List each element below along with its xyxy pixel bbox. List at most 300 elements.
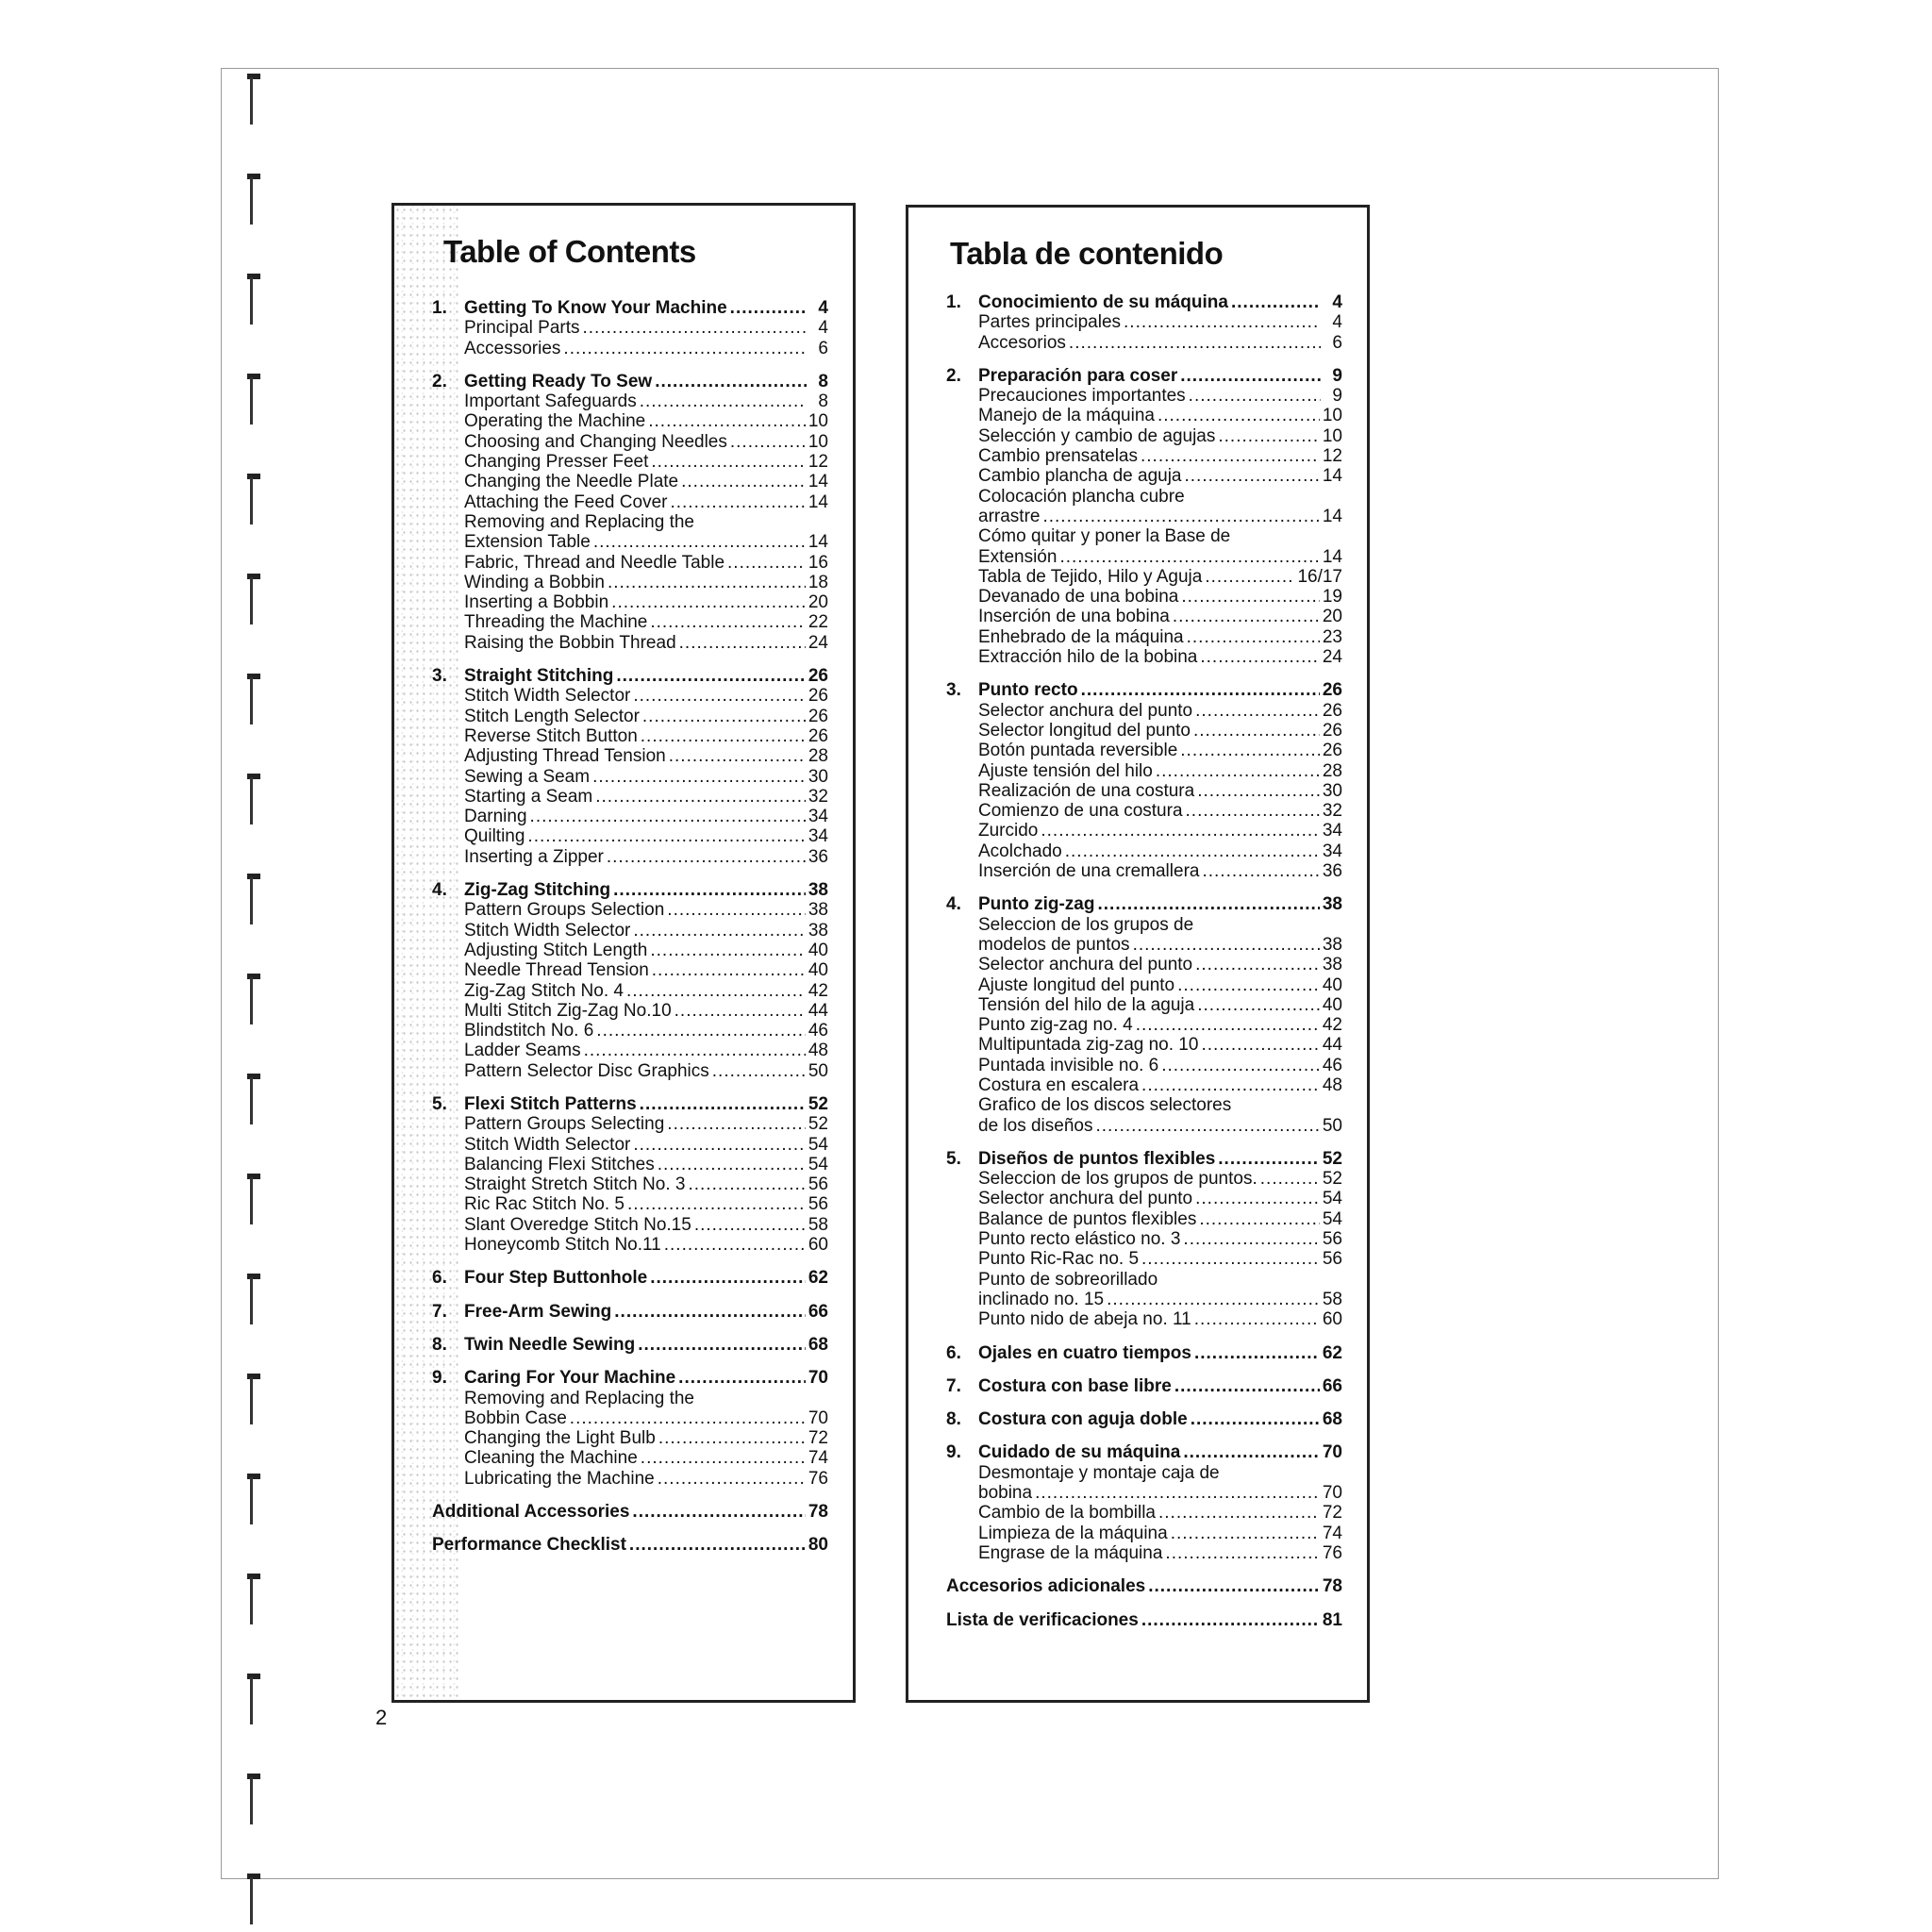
toc-subentry bbox=[432, 553, 828, 573]
toc-entry-label: Choosing and Changing Needles bbox=[464, 431, 727, 452]
toc-entry-label: Inserción de una bobina bbox=[978, 607, 1170, 627]
dot-leader bbox=[633, 686, 806, 706]
toc-entry-label: Accessories bbox=[464, 338, 561, 358]
toc-entry-label: Selector anchura del punto bbox=[978, 700, 1193, 721]
toc-entry-page: 26 bbox=[1322, 741, 1342, 761]
toc-entry-label: Twin Needle Sewing bbox=[464, 1334, 636, 1355]
toc-entry-number: 4. bbox=[432, 880, 447, 901]
toc-entry-label: Threading the Machine bbox=[464, 612, 648, 633]
toc-entry-label: Cambio prensatelas bbox=[978, 446, 1138, 467]
toc-entry-page: 56 bbox=[808, 1194, 828, 1215]
dot-leader bbox=[1158, 406, 1320, 425]
toc-entry-label: arrastre bbox=[978, 506, 1041, 526]
toc-entry-page: 58 bbox=[1322, 1289, 1342, 1309]
toc-entry-page: 42 bbox=[1322, 1015, 1342, 1036]
dot-leader bbox=[629, 1535, 806, 1555]
toc-entry-label: Ajuste longitud del punto bbox=[978, 974, 1175, 995]
dot-leader bbox=[1180, 366, 1321, 386]
toc-subentry bbox=[946, 841, 1342, 861]
toc-subentry bbox=[432, 900, 828, 920]
toc-entry-page: 34 bbox=[1322, 841, 1342, 861]
dot-leader bbox=[730, 298, 807, 318]
dot-leader bbox=[667, 1114, 806, 1134]
toc-entry bbox=[946, 1409, 1342, 1429]
toc-entry-page: 70 bbox=[1322, 1483, 1342, 1504]
dot-leader bbox=[530, 807, 806, 826]
toc-subentry bbox=[946, 915, 1342, 935]
dot-leader bbox=[638, 1335, 806, 1355]
toc-subentry bbox=[432, 746, 828, 766]
toc-subentry bbox=[946, 821, 1342, 841]
binding-ring bbox=[247, 1174, 260, 1226]
dot-leader bbox=[1059, 547, 1319, 567]
toc-entry bbox=[946, 894, 1342, 914]
toc-entry-number: 8. bbox=[946, 1409, 961, 1430]
toc-entry-label: Fabric, Thread and Needle Table bbox=[464, 552, 725, 573]
toc-entry-label: Getting To Know Your Machine bbox=[464, 298, 727, 318]
toc-entry-label: Puntada invisible no. 6 bbox=[978, 1055, 1159, 1075]
toc-entry-label: Costura con aguja doble bbox=[978, 1409, 1188, 1430]
dot-leader bbox=[664, 1235, 806, 1255]
toc-entry-page: 68 bbox=[808, 1334, 828, 1355]
toc-entry-page: 19 bbox=[1322, 587, 1342, 608]
dot-leader bbox=[1141, 1610, 1320, 1630]
toc-entry-page: 32 bbox=[1322, 801, 1342, 822]
toc-subentry bbox=[946, 587, 1342, 607]
toc-subentry bbox=[946, 406, 1342, 425]
dot-leader bbox=[632, 1502, 805, 1522]
binding-ring bbox=[247, 274, 260, 326]
dot-leader bbox=[1035, 1483, 1320, 1503]
toc-entry-label: Partes principales bbox=[978, 312, 1122, 333]
toc-entry-page: 66 bbox=[1322, 1375, 1342, 1396]
dot-leader bbox=[1124, 312, 1321, 332]
toc-subentry bbox=[946, 607, 1342, 626]
toc-subentry bbox=[432, 807, 828, 826]
toc-entry-page: 10 bbox=[808, 431, 828, 452]
toc-entry-page: 14 bbox=[808, 472, 828, 492]
dot-leader bbox=[611, 592, 806, 612]
toc-entry-page: 76 bbox=[1322, 1542, 1342, 1563]
toc-entry-label: de los diseños bbox=[978, 1115, 1093, 1136]
toc-subentry bbox=[946, 526, 1342, 546]
toc-entry-page: 40 bbox=[1322, 974, 1342, 995]
toc-entry-label: Manejo de la máquina bbox=[978, 406, 1155, 426]
toc-subentry bbox=[946, 333, 1342, 353]
toc-subentry bbox=[432, 1155, 828, 1174]
dot-leader bbox=[1186, 801, 1320, 821]
toc-subentry bbox=[432, 726, 828, 746]
toc-entry bbox=[946, 1149, 1342, 1169]
dot-leader bbox=[570, 1408, 806, 1428]
toc-entry-page: 50 bbox=[1322, 1115, 1342, 1136]
toc-entry-page: 12 bbox=[1322, 446, 1342, 467]
toc-entry-page: 28 bbox=[1322, 760, 1342, 781]
dot-leader bbox=[1197, 781, 1320, 801]
toc-entry-label: Conocimiento de su máquina bbox=[978, 292, 1228, 312]
page-number: 2 bbox=[375, 1706, 388, 1729]
dot-leader bbox=[584, 1041, 806, 1060]
toc-entry-page: 8 bbox=[818, 371, 828, 391]
toc-subentry bbox=[432, 592, 828, 612]
toc-entry-label: Cuidado de su máquina bbox=[978, 1442, 1181, 1463]
toc-entry-label: Zig-Zag Stitching bbox=[464, 880, 611, 901]
dot-leader bbox=[694, 1215, 806, 1235]
toc-entry-page: 16/17 bbox=[1297, 566, 1342, 587]
toc-entry bbox=[432, 298, 828, 318]
toc-subentry bbox=[432, 1001, 828, 1021]
toc-entry-page: 26 bbox=[1322, 700, 1342, 721]
binding-ring bbox=[247, 1274, 260, 1326]
toc-entry-label: Stitch Width Selector bbox=[464, 1134, 631, 1155]
toc-entry-page: 50 bbox=[808, 1060, 828, 1081]
dot-leader bbox=[652, 960, 806, 980]
toc-subentry bbox=[432, 1408, 828, 1428]
toc-entry-page: 46 bbox=[808, 1021, 828, 1041]
toc-entry-number: 5. bbox=[946, 1148, 961, 1169]
binding-ring bbox=[247, 1374, 260, 1426]
toc-subentry bbox=[432, 612, 828, 632]
toc-entry-number: 7. bbox=[432, 1301, 447, 1322]
toc-entry-page: 26 bbox=[808, 725, 828, 746]
toc-subentry bbox=[946, 1035, 1342, 1055]
dot-leader bbox=[658, 1428, 806, 1448]
toc-entry-page: 6 bbox=[818, 338, 828, 358]
toc-subentry bbox=[432, 921, 828, 941]
toc-entry-label: Desmontaje y montaje caja de bbox=[978, 1462, 1220, 1483]
toc-entry-label: Blindstitch No. 6 bbox=[464, 1021, 594, 1041]
toc-entry-label: Ojales en cuatro tiempos bbox=[978, 1342, 1191, 1363]
toc-subentry bbox=[432, 633, 828, 653]
toc-entry-page: 4 bbox=[818, 298, 828, 318]
toc-subentry bbox=[432, 941, 828, 960]
toc-entry-label: Stitch Length Selector bbox=[464, 706, 640, 726]
toc-subentry bbox=[946, 995, 1342, 1015]
dot-leader bbox=[1218, 1149, 1320, 1169]
toc-entry-label: modelos de puntos bbox=[978, 934, 1130, 955]
binding-ring bbox=[247, 1774, 260, 1826]
toc-entry-page: 56 bbox=[1322, 1229, 1342, 1250]
toc-entry-label: Quilting bbox=[464, 826, 525, 847]
toc-entry-page: 26 bbox=[1322, 680, 1342, 701]
toc-entry-page: 54 bbox=[1322, 1208, 1342, 1229]
toc-entry-page: 70 bbox=[808, 1407, 828, 1428]
toc-entry bbox=[946, 1343, 1342, 1363]
toc-entry-label: Operating the Machine bbox=[464, 411, 646, 432]
toc-entry-page: 26 bbox=[808, 686, 828, 707]
toc-subentry bbox=[946, 801, 1342, 821]
toc-entry-label: Selector longitud del punto bbox=[978, 720, 1191, 741]
toc-entry-page: 8 bbox=[818, 391, 828, 412]
dot-leader bbox=[1199, 1209, 1320, 1229]
toc-entry-page: 34 bbox=[808, 807, 828, 827]
dot-leader bbox=[688, 1174, 805, 1194]
toc-entry-label: Cambio de la bombilla bbox=[978, 1503, 1156, 1524]
dot-leader bbox=[1095, 1116, 1319, 1136]
toc-entry-page: 68 bbox=[1322, 1409, 1342, 1430]
dot-leader bbox=[1065, 841, 1320, 861]
toc-subentry bbox=[946, 1169, 1342, 1189]
dot-leader bbox=[563, 339, 807, 358]
toc-entry bbox=[946, 1610, 1342, 1630]
toc-entry-page: 10 bbox=[1322, 406, 1342, 426]
toc-entry-page: 38 bbox=[808, 880, 828, 901]
toc-entry-label: Adjusting Thread Tension bbox=[464, 746, 666, 767]
dot-leader bbox=[640, 1094, 806, 1114]
toc-entry-number: 3. bbox=[432, 666, 447, 687]
toc-entry-page: 9 bbox=[1332, 365, 1342, 386]
toc-entry-label: Botón puntada reversible bbox=[978, 741, 1178, 761]
dot-leader bbox=[658, 1155, 806, 1174]
toc-entry-page: 12 bbox=[808, 452, 828, 473]
toc-subentry bbox=[432, 391, 828, 411]
dot-leader bbox=[1173, 607, 1320, 626]
dot-leader bbox=[1205, 567, 1294, 587]
toc-entry-page: 10 bbox=[1322, 425, 1342, 446]
dot-leader bbox=[1148, 1576, 1320, 1596]
toc-entry bbox=[432, 1335, 828, 1355]
toc-entry-page: 52 bbox=[808, 1114, 828, 1135]
dot-leader bbox=[650, 1268, 806, 1288]
toc-subentry bbox=[946, 1503, 1342, 1523]
toc-entry-label: Cambio plancha de aguja bbox=[978, 466, 1182, 487]
toc-entry-page: 26 bbox=[1322, 720, 1342, 741]
toc-entry bbox=[946, 1576, 1342, 1596]
toc-entry-label: Engrase de la máquina bbox=[978, 1542, 1163, 1563]
dot-leader bbox=[1174, 1376, 1320, 1396]
toc-entry-label: Adjusting Stitch Length bbox=[464, 940, 648, 960]
toc-subentry bbox=[946, 507, 1342, 526]
toc-subentry bbox=[946, 1249, 1342, 1269]
dot-leader bbox=[667, 900, 806, 920]
toc-subentry bbox=[946, 1116, 1342, 1136]
toc-entry-page: 76 bbox=[808, 1468, 828, 1489]
dot-leader bbox=[730, 432, 806, 452]
toc-entry-page: 38 bbox=[808, 900, 828, 921]
toc-entry-label: Pattern Groups Selecting bbox=[464, 1114, 665, 1135]
binding-ring bbox=[247, 874, 260, 926]
dot-leader bbox=[650, 941, 806, 960]
toc-entry-label: Honeycomb Stitch No.11 bbox=[464, 1235, 661, 1256]
dot-leader bbox=[608, 573, 806, 592]
dot-leader bbox=[641, 726, 806, 746]
toc-entry bbox=[946, 292, 1342, 312]
toc-subentry bbox=[432, 1114, 828, 1134]
toc-entry-label: Stitch Width Selector bbox=[464, 920, 631, 941]
toc-list-spanish bbox=[946, 292, 1342, 1630]
binding-ring bbox=[247, 774, 260, 826]
dot-leader bbox=[527, 826, 805, 846]
toc-subentry bbox=[946, 1209, 1342, 1229]
toc-entry-page: 48 bbox=[1322, 1074, 1342, 1095]
toc-entry-page: 36 bbox=[1322, 861, 1342, 882]
toc-entry-label: Punto recto bbox=[978, 680, 1078, 701]
toc-entry-page: 4 bbox=[1332, 312, 1342, 333]
toc-entry-page: 10 bbox=[808, 411, 828, 432]
dot-leader bbox=[650, 612, 806, 632]
toc-entry-label: Balance de puntos flexibles bbox=[978, 1208, 1197, 1229]
toc-entry-page: 14 bbox=[1322, 506, 1342, 526]
toc-subentry bbox=[946, 1095, 1342, 1115]
toc-subentry bbox=[946, 1309, 1342, 1329]
toc-entry-page: 66 bbox=[808, 1301, 828, 1322]
toc-subentry bbox=[946, 627, 1342, 647]
toc-entry-page: 78 bbox=[1322, 1576, 1342, 1597]
toc-entry-label: Bobbin Case bbox=[464, 1407, 567, 1428]
toc-entry-page: 40 bbox=[808, 960, 828, 981]
toc-entry-page: 40 bbox=[1322, 994, 1342, 1015]
dot-leader bbox=[641, 1448, 806, 1468]
toc-entry-label: Straight Stitching bbox=[464, 666, 614, 687]
toc-entry bbox=[432, 372, 828, 391]
dot-leader bbox=[614, 1302, 806, 1322]
toc-entry-label: Punto de sobreorillado bbox=[978, 1269, 1158, 1290]
toc-list-english bbox=[432, 298, 828, 1556]
dot-leader bbox=[592, 767, 806, 787]
toc-entry-page: 14 bbox=[1322, 466, 1342, 487]
toc-entry-page: 62 bbox=[1322, 1342, 1342, 1363]
toc-subentry bbox=[432, 1448, 828, 1468]
toc-entry-label: Balancing Flexi Stitches bbox=[464, 1154, 655, 1174]
dot-leader bbox=[681, 472, 806, 491]
dot-leader bbox=[1185, 466, 1320, 486]
dot-leader bbox=[1195, 1189, 1320, 1208]
toc-entry-label: Tabla de Tejido, Hilo y Aguja bbox=[978, 566, 1203, 587]
binding-ring bbox=[247, 1674, 260, 1726]
toc-subentry bbox=[432, 532, 828, 552]
dot-leader bbox=[633, 921, 806, 941]
toc-entry-label: Cleaning the Machine bbox=[464, 1448, 638, 1469]
dot-leader bbox=[1218, 426, 1319, 446]
toc-entry-page: 52 bbox=[808, 1093, 828, 1114]
toc-entry-label: Limpieza de la máquina bbox=[978, 1523, 1168, 1543]
dot-leader bbox=[1133, 935, 1320, 955]
toc-entry-label: Ladder Seams bbox=[464, 1041, 581, 1061]
toc-subentry bbox=[946, 935, 1342, 955]
toc-entry-page: 74 bbox=[1322, 1523, 1342, 1543]
dot-leader bbox=[675, 1001, 806, 1021]
toc-entry-number: 5. bbox=[432, 1093, 447, 1114]
binding-ring bbox=[247, 1874, 260, 1926]
toc-subentry bbox=[946, 1543, 1342, 1563]
toc-subentry bbox=[946, 487, 1342, 507]
dot-leader bbox=[727, 553, 806, 573]
toc-title-spanish: Tabla de contenido bbox=[950, 236, 1224, 271]
toc-entry-page: 14 bbox=[808, 491, 828, 512]
toc-entry-label: Costura en escalera bbox=[978, 1074, 1140, 1095]
toc-entry-page: 24 bbox=[1322, 647, 1342, 668]
toc-entry-label: Changing Presser Feet bbox=[464, 452, 649, 473]
toc-entry-number: 6. bbox=[432, 1268, 447, 1289]
toc-subentry bbox=[432, 960, 828, 980]
toc-entry-page: 54 bbox=[1322, 1189, 1342, 1209]
dot-leader bbox=[1136, 1015, 1320, 1035]
toc-entry-page: 20 bbox=[808, 592, 828, 613]
toc-subentry bbox=[946, 741, 1342, 760]
toc-entry-page: 72 bbox=[808, 1428, 828, 1449]
toc-entry-label: Flexi Stitch Patterns bbox=[464, 1093, 637, 1114]
toc-entry bbox=[946, 1376, 1342, 1396]
toc-entry bbox=[432, 1302, 828, 1322]
toc-subentry bbox=[946, 1524, 1342, 1543]
toc-entry-page: 56 bbox=[1322, 1249, 1342, 1270]
toc-entry-page: 6 bbox=[1332, 332, 1342, 353]
dot-leader bbox=[583, 318, 808, 338]
toc-subentry bbox=[946, 567, 1342, 587]
toc-entry-page: 54 bbox=[808, 1134, 828, 1155]
toc-subentry bbox=[946, 761, 1342, 781]
dot-leader bbox=[1177, 975, 1320, 995]
dot-leader bbox=[1187, 627, 1320, 647]
toc-entry-page: 46 bbox=[1322, 1055, 1342, 1075]
toc-entry-page: 34 bbox=[1322, 821, 1342, 841]
dot-leader bbox=[596, 1021, 806, 1041]
toc-entry-label: Selección y cambio de agujas bbox=[978, 425, 1216, 446]
toc-entry-page: 30 bbox=[808, 766, 828, 787]
toc-entry-label: Acolchado bbox=[978, 841, 1062, 861]
toc-entry-page: 38 bbox=[1322, 955, 1342, 975]
toc-entry-page: 81 bbox=[1322, 1609, 1342, 1630]
dot-leader bbox=[670, 492, 805, 512]
toc-entry-label: Caring For Your Machine bbox=[464, 1368, 676, 1389]
toc-entry-page: 36 bbox=[808, 846, 828, 867]
toc-entry-label: Zurcido bbox=[978, 821, 1039, 841]
toc-entry-label: Colocación plancha cubre bbox=[978, 486, 1185, 507]
dot-leader bbox=[613, 880, 806, 900]
dot-leader bbox=[1165, 1543, 1319, 1563]
toc-entry-page: 14 bbox=[808, 532, 828, 553]
toc-subentry bbox=[432, 1041, 828, 1060]
toc-subentry bbox=[946, 1290, 1342, 1309]
toc-entry-label: Accesorios adicionales bbox=[946, 1576, 1146, 1597]
toc-entry-label: Punto recto elástico no. 3 bbox=[978, 1229, 1181, 1250]
toc-entry-page: 9 bbox=[1332, 386, 1342, 407]
toc-panel-english bbox=[391, 203, 856, 1703]
toc-entry-label: Multipuntada zig-zag no. 10 bbox=[978, 1035, 1199, 1056]
toc-entry-page: 30 bbox=[1322, 780, 1342, 801]
dot-leader bbox=[607, 847, 806, 867]
dot-leader bbox=[1156, 761, 1320, 781]
dot-leader bbox=[648, 411, 806, 431]
toc-entry-page: 26 bbox=[808, 706, 828, 726]
toc-entry-label: Tensión del hilo de la aguja bbox=[978, 994, 1195, 1015]
toc-entry-page: 56 bbox=[808, 1174, 828, 1195]
toc-entry-label: Slant Overedge Stitch No.15 bbox=[464, 1214, 691, 1235]
toc-entry-label: Diseños de puntos flexibles bbox=[978, 1148, 1216, 1169]
toc-entry-label: Seleccion de los grupos de bbox=[978, 914, 1194, 935]
toc-entry-label: Punto Ric-Rac no. 5 bbox=[978, 1249, 1140, 1270]
toc-entry-page: 74 bbox=[808, 1448, 828, 1469]
toc-subentry bbox=[432, 318, 828, 338]
toc-entry-label: Getting Ready To Sew bbox=[464, 371, 653, 391]
toc-entry-page: 40 bbox=[808, 940, 828, 960]
toc-subentry bbox=[432, 573, 828, 592]
toc-entry-page: 24 bbox=[808, 632, 828, 653]
toc-subentry bbox=[946, 861, 1342, 881]
toc-entry bbox=[432, 880, 828, 900]
toc-subentry bbox=[946, 312, 1342, 332]
dot-leader bbox=[1107, 1290, 1320, 1309]
toc-entry-label: Extracción hilo de la bobina bbox=[978, 647, 1198, 668]
toc-entry-label: Important Safeguards bbox=[464, 391, 637, 412]
toc-entry-page: 23 bbox=[1322, 626, 1342, 647]
toc-entry-page: 54 bbox=[808, 1154, 828, 1174]
toc-entry-number: 2. bbox=[946, 365, 961, 386]
toc-entry-label: Changing the Needle Plate bbox=[464, 472, 679, 492]
dot-leader bbox=[640, 391, 807, 411]
toc-subentry bbox=[946, 1015, 1342, 1035]
toc-subentry bbox=[946, 1075, 1342, 1095]
